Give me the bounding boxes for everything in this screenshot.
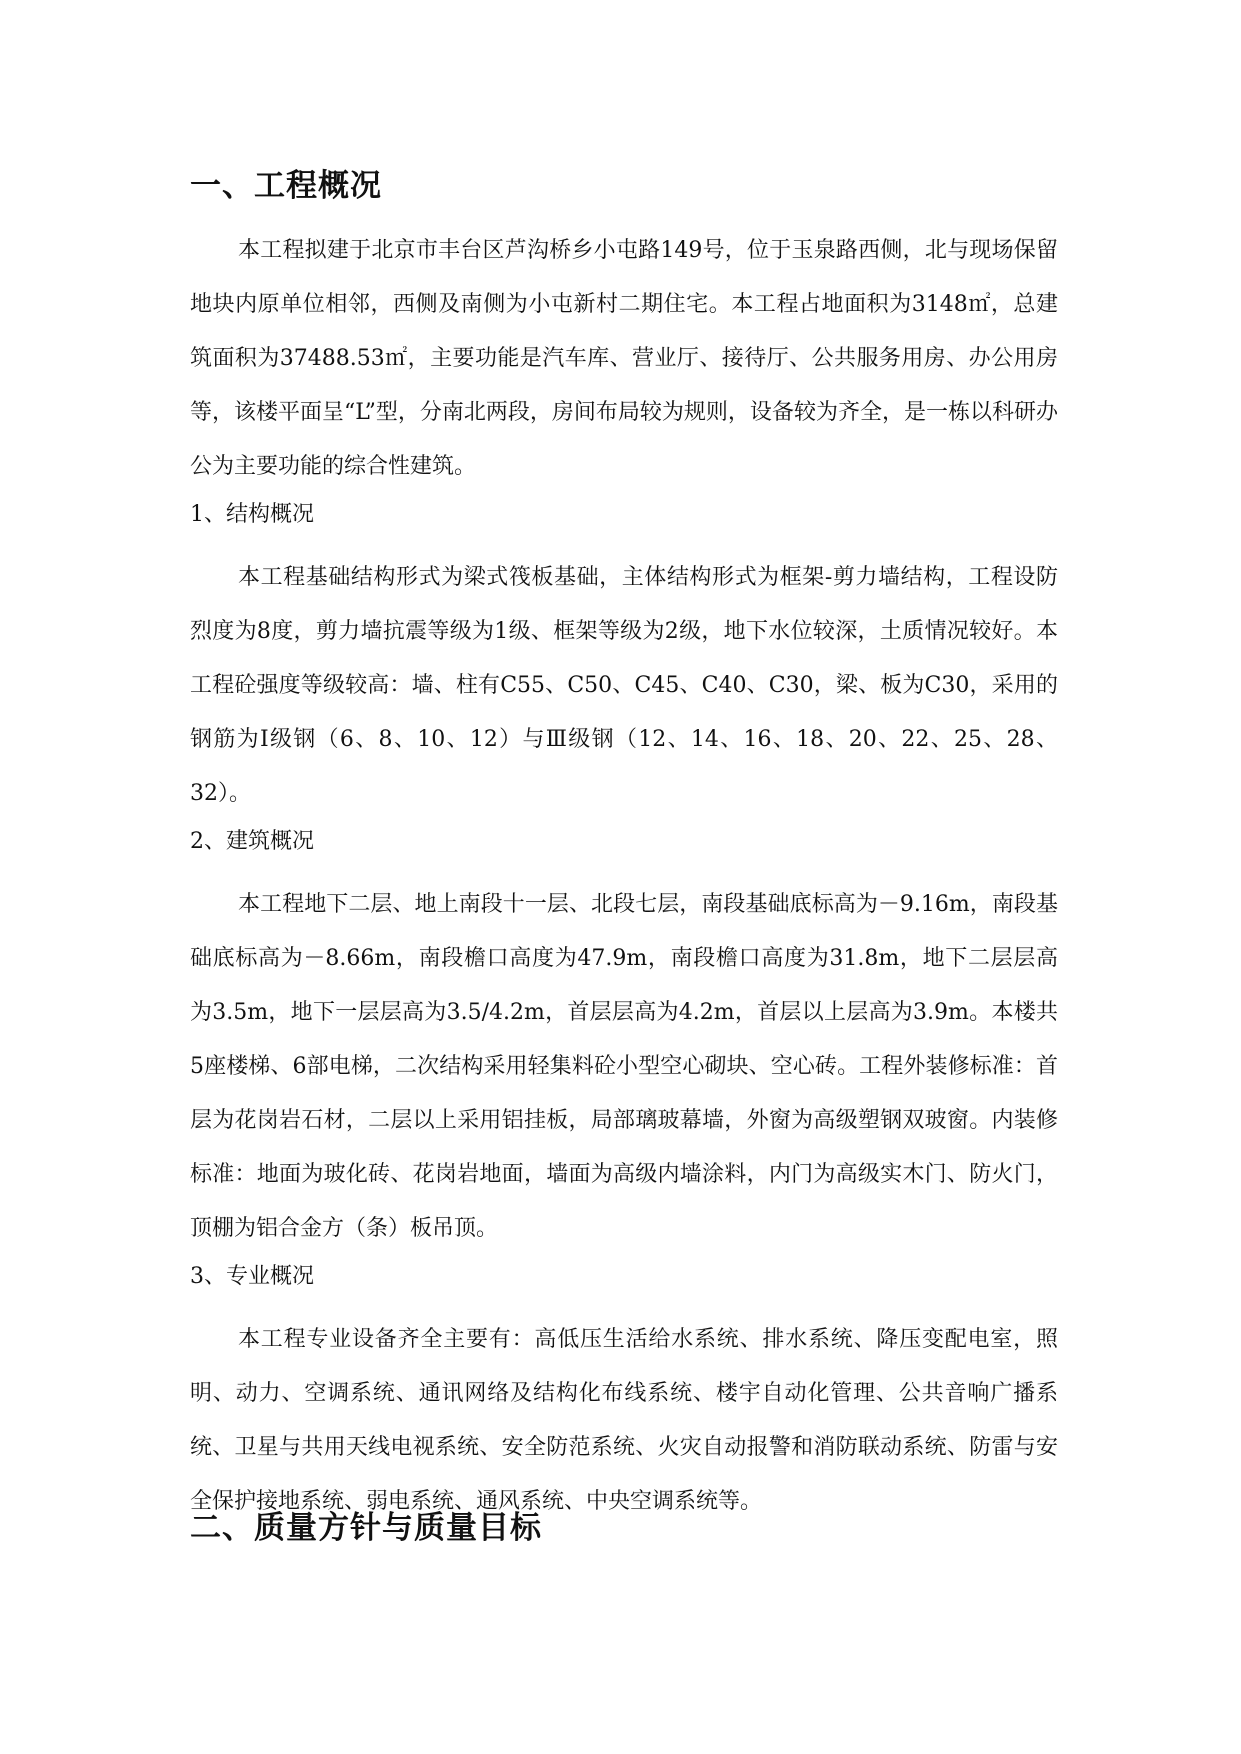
section-heading-quality: 二、质量方针与质量目标 (190, 1510, 542, 1546)
section-heading-overview: 一、工程概况 (190, 168, 382, 204)
architecture-paragraph: 本工程地下二层、地上南段十一层、北段七层，南段基础底标高为－9.16m，南段基础底标高为－8.66m，南段檐口高度为47.9m，南段檐口高度为31.8m，地下二层层高为3.5m，地下一层层高为3.5/4.2m，首层层高为4.2m，首层以上层高为3.9m。本楼共5座楼梯、6部电梯，二次结构采用轻集料砼小型空心砌块、空心砖。工程外装修标准：首层为花岗岩石材，二层以上采用铝挂板，局部璃玻幕墙，外窗为高级塑钢双玻窗。内装修标准：地面为玻化砖、花岗岩地面，墙面为高级内墙涂料，内门为高级实木门、防火门，顶棚为铝合金方（条）板吊顶。 (190, 892, 1058, 1241)
subsection-heading-structure: 1、结构概况 (190, 502, 314, 527)
specialty-paragraph: 本工程专业设备齐全主要有：高低压生活给水系统、排水系统、降压变配电室，照明、动力、空调系统、通讯网络及结构化布线系统、楼宇自动化管理、公共音响广播系统、卫星与共用天线电视系统、安全防范系统、火灾自动报警和消防联动系统、防雷与安全保护接地系统、弱电系统、通风系统、中央空调系统等。 (190, 1327, 1058, 1514)
structure-paragraph: 本工程基础结构形式为梁式筏板基础，主体结构形式为框架-剪力墙结构，工程设防烈度为8度，剪力墙抗震等级为1级、框架等级为2级，地下水位较深，土质情况较好。本工程砼强度等级较高：墙、柱有C55、C50、C45、C40、C30，梁、板为C30，采用的钢筋为Ⅰ级钢（6、8、10、12）与Ⅲ级钢（12、14、16、18、20、22、25、28、32）。 (190, 565, 1058, 806)
subsection-heading-specialty: 3、专业概况 (190, 1264, 314, 1289)
overview-paragraph: 本工程拟建于北京市丰台区芦沟桥乡小屯路149号，位于玉泉路西侧，北与现场保留地块内原单位相邻，西侧及南侧为小屯新村二期住宅。本工程占地面积为3148㎡，总建筑面积为37488.53㎡，主要功能是汽车库、营业厅、接待厅、公共服务用房、办公用房等，该楼平面呈“L”型，分南北两段，房间布局较为规则，设备较为齐全，是一栋以科研办公为主要功能的综合性建筑。 (190, 238, 1058, 479)
subsection-heading-architecture: 2、建筑概况 (190, 829, 314, 854)
